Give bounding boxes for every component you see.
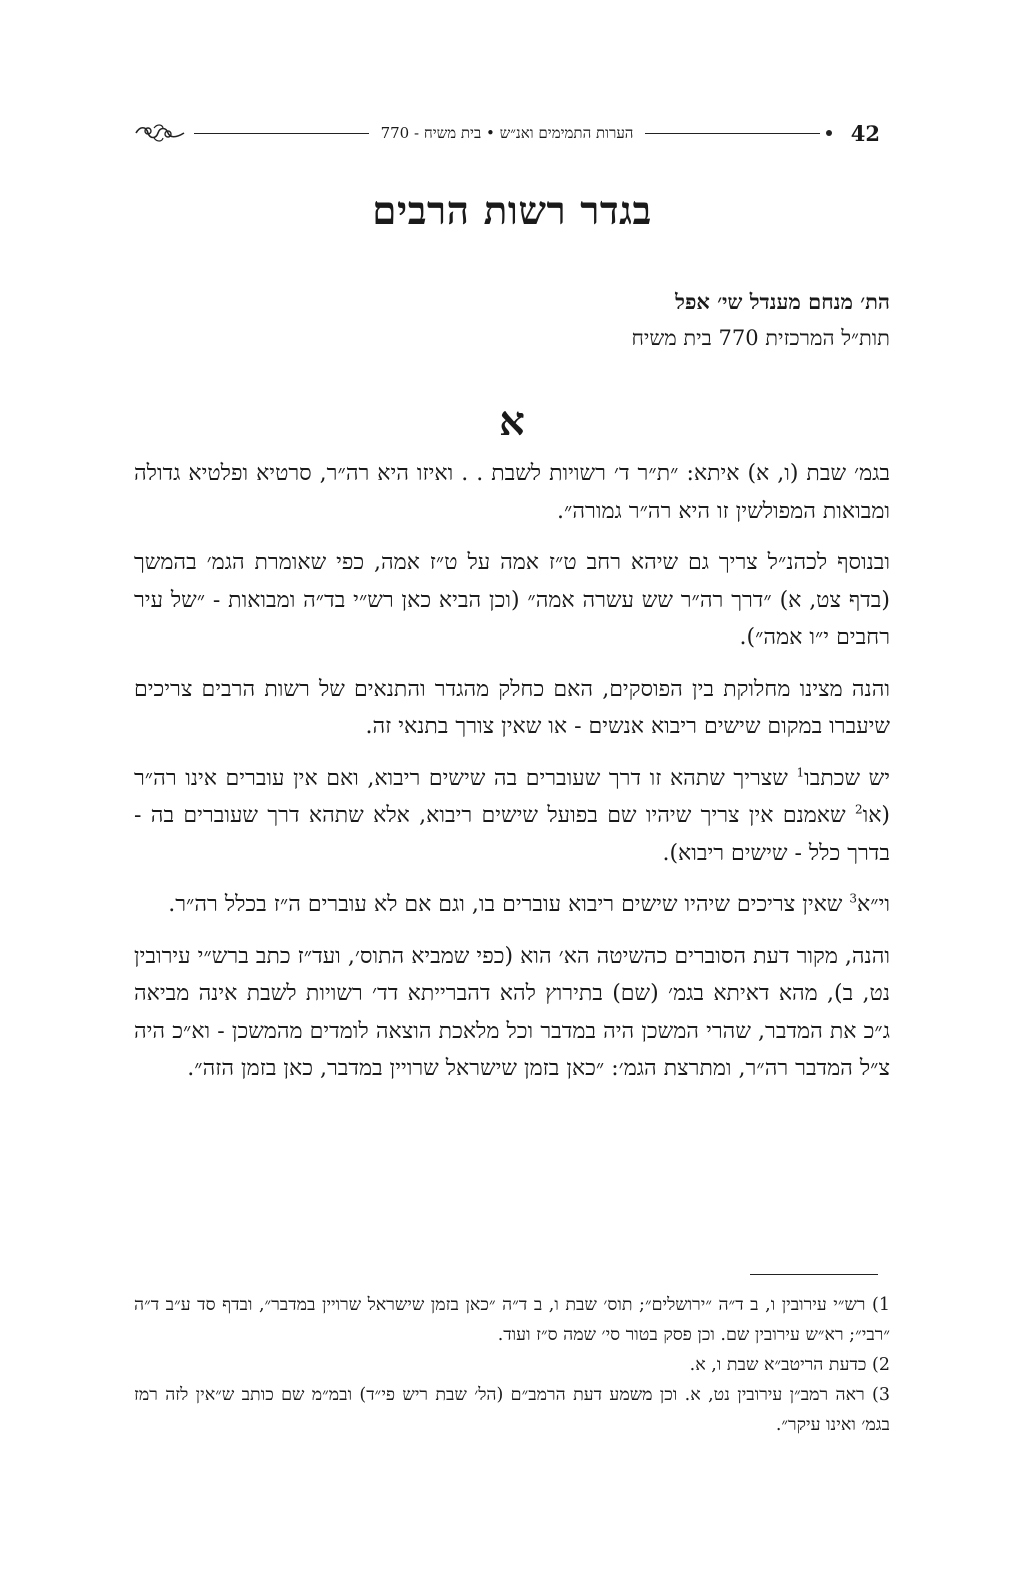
footnote-ref-2[interactable]: 2 [854,802,863,817]
author-block [290,284,890,356]
section-heading: א [499,398,525,445]
footnote-2: 2) כדעת הריטב״א שבת ו, א. [689,1355,890,1375]
paragraph-6: והנה, מקור דעת הסוברים כהשיטה הא׳ הוא (כפי שמביא התוס׳, ועד״ז כתב ברש״י עירובין נט, ב), מהא דאיתא בגמ׳ (שם) בתירוץ להא דהברייתא דד׳ רשויות לשבת אינה מביאה ג״כ את המדבר, שהרי המשכן היה במדבר וכל מלאכת הוצאה לומדים מהמשכן - וא״כ היה צ״ל המדבר רה״ר, ומתרצת הגמ׳: ״כאן בזמן שישראל שרויין במדבר, כאן בזמן הזה״. [134,943,890,1081]
paragraph-3: והנה מצינו מחלוקת בין הפוסקים, האם כחלק מהגדר והתנאים של רשות הרבים צריכים שיעברו במקום שישים ריבוא אנשים - או שאין צורך בתנאי זה. [134,676,890,739]
author-name: הת׳ מנחם מענדל שי׳ אפל [675,289,890,314]
paragraph-4-text-b: שצריך שתהא זו דרך שעוברים בה שישים ריבוא, ואם אין עוברים אינו רה״ר (או [134,765,890,828]
paragraph-4 [134,760,890,873]
article-body [134,455,890,1102]
footnote-3: 3) ראה רמב״ן עירובין נט, א. וכן משמע דעת הרמב״ם (הל׳ שבת ריש פי״ד) ובמ״מ שם כותב ש״אין לזה רמז בגמ׳ ואינו עיקר״. [134,1385,890,1435]
paragraph-1: בגמ׳ שבת (ו, א) איתא: ״ת״ר ד׳ רשויות לשבת . . ואיזו היא רה״ר, סרטיא ופלטיא גדולה ומבואות המפולשין זו היא רה״ר גמורה״. [134,461,890,524]
footnote-1: 1) רש״י עירובין ו, ב ד״ה ״ירושלים״; תוס׳ שבת ו, ב ד״ה ״כאן בזמן שישראל שרויין במדבר״, ובדף סד ע״ב ד״ה ״רבי״; רא״ש עירובין שם. וכן פסק בטור סי׳ שמה ס״ז ועוד. [134,1295,890,1345]
footnote-ref-3[interactable]: 3 [849,891,858,906]
footnotes [134,1290,890,1440]
paragraph-2: ובנוסף לכהנ״ל צריך גם שיהא רחב ט״ז אמה על ט״ז אמה, כפי שאומרת הגמ׳ בהמשך (בדף צט, א) ״דרך רה״ר שש עשרה אמה״ (וכן הביא כאן רש״י בד״ה ומבואות - ״של עיר רחבים י״ו אמה״). [134,550,890,650]
paragraph-4-text-c: שאמנם אין צריך שיהיו שם בפועל שישים ריבוא, אלא שתהא דרך שעוברים בה - בדרך כלל - שישים ריבוא). [134,803,890,866]
footnote-separator [750,1274,878,1275]
header-rule-dot [826,130,832,136]
running-title: הערות התמימים ואנ״ש • בית משיח - 770 [380,123,634,142]
header-rule-right [645,133,820,134]
article-title: בגדר רשות הרבים [372,188,652,234]
paragraph-4-text-a: יש שכתבו [804,765,890,791]
author-affiliation: תות״ל המרכזית 770 בית משיח [631,326,890,350]
paragraph-5-text-a: וי״א [857,892,890,917]
running-header [132,118,880,148]
paragraph-5 [134,886,890,924]
scroll-ornament-icon [132,122,188,144]
page-number: 42 [850,120,881,146]
footnote-ref-1[interactable]: 1 [796,765,805,780]
paragraph-5-text-b: שאין צריכים שיהיו שישים ריבוא עוברים בו, וגם אם לא עוברים ה״ז בכלל רה״ר. [168,892,850,917]
header-rule-left [194,133,369,134]
